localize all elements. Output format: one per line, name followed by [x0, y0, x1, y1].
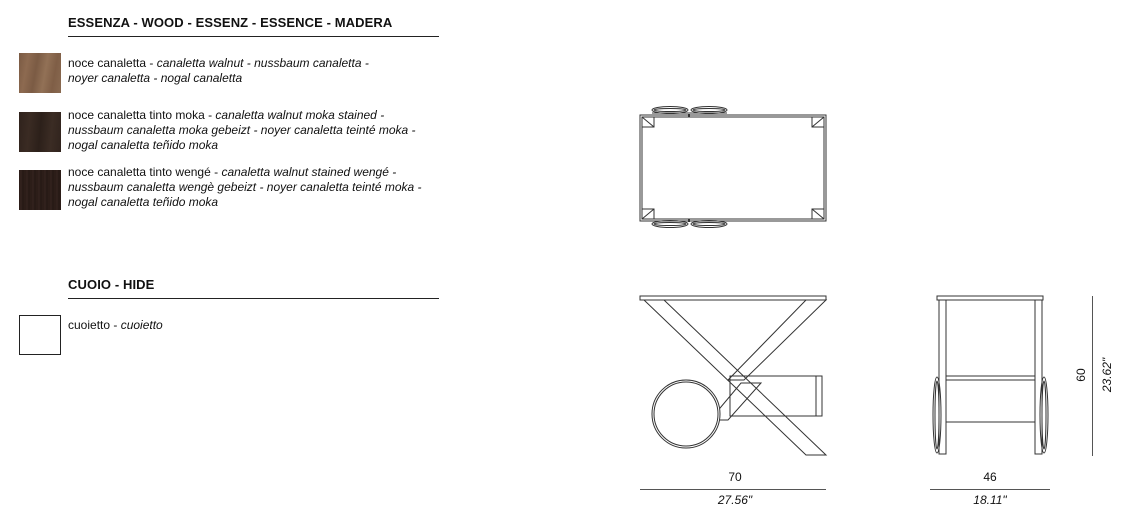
finish-line: noce canaletta tinto moka - canaletta walnut moka stained - — [68, 108, 385, 122]
depth-cm-label: 46 — [983, 470, 997, 484]
height-cm-label: 60 — [1074, 368, 1088, 382]
wood-section-rule — [68, 36, 439, 37]
depth-dimension-line — [930, 489, 1050, 490]
finish-line: nussbaum canaletta moka gebeizt - noyer canaletta teinté moka - — [68, 123, 416, 137]
finish-line: noce canaletta tinto wengé - canaletta walnut stained wengé - — [68, 165, 397, 179]
height-inch-label: 23.62" — [1100, 357, 1114, 393]
side-view-drawing — [925, 290, 1060, 465]
finish-line: noce canaletta - canaletta walnut - nussbaum canaletta - — [68, 56, 369, 70]
width-cm-label: 70 — [728, 470, 742, 484]
finish-desc-canaletta-moka — [68, 108, 468, 153]
finish-line: nogal canaletta teñido moka — [68, 138, 219, 152]
hide-section-rule — [68, 298, 439, 299]
swatch-canaletta-wenge — [19, 170, 61, 210]
wood-section-title: ESSENZA - WOOD - ESSENZ - ESSENCE - MADERA — [68, 15, 393, 30]
front-view-drawing — [630, 290, 840, 465]
finish-desc-canaletta-wenge — [68, 165, 468, 210]
width-inch-label: 27.56" — [717, 493, 753, 507]
swatch-canaletta-moka — [19, 112, 61, 152]
depth-inch-label: 18.11" — [973, 493, 1007, 507]
top-view-drawing — [630, 100, 840, 235]
finish-line: noyer canaletta - nogal canaletta — [68, 71, 243, 85]
finish-line: cuoietto - cuoietto — [68, 318, 163, 332]
width-dimension-line — [640, 489, 826, 490]
finish-desc-canaletta-walnut — [68, 56, 468, 86]
finish-desc-cuoietto — [68, 318, 468, 333]
hide-section-title: CUOIO - HIDE — [68, 277, 155, 292]
swatch-cuoietto — [19, 315, 61, 355]
height-dimension-line — [1092, 296, 1093, 456]
finish-line: nogal canaletta teñido moka — [68, 195, 219, 209]
finish-line: nussbaum canaletta wengè gebeizt - noyer canaletta teinté moka - — [68, 180, 422, 194]
swatch-canaletta-walnut — [19, 53, 61, 93]
